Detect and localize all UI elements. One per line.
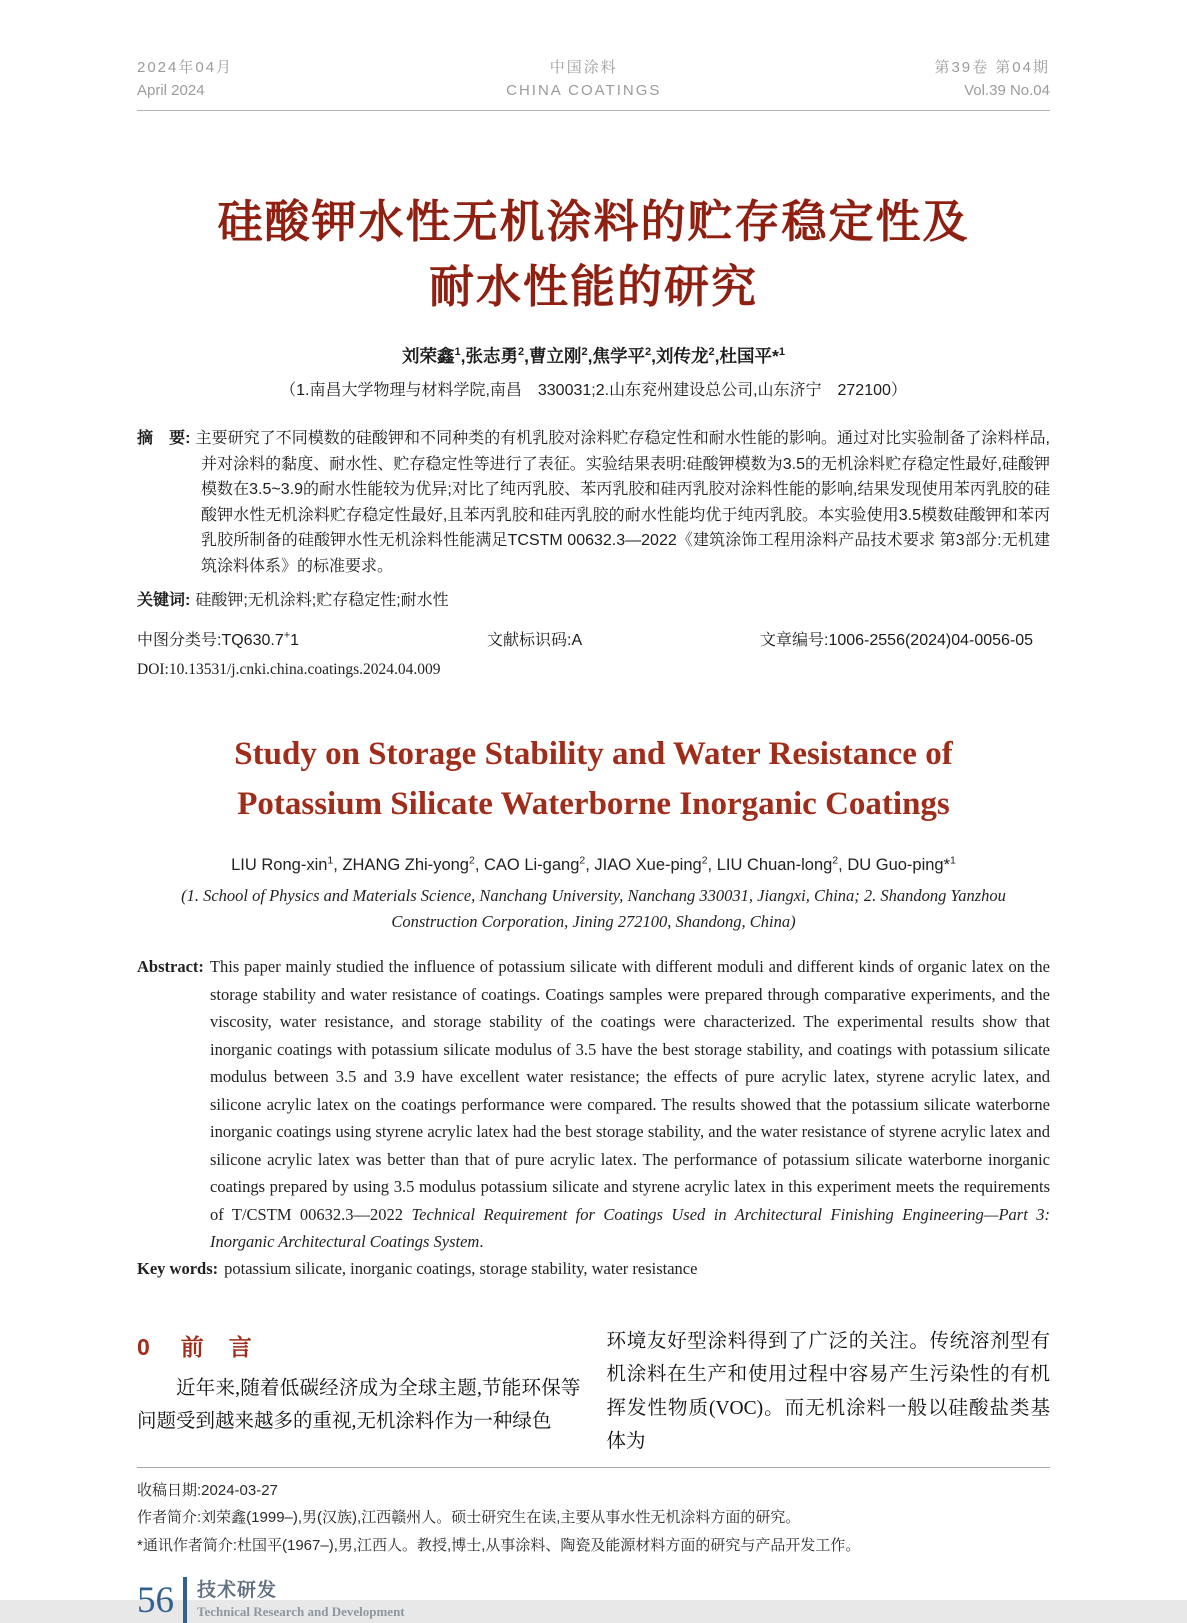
author-en: CAO Li-gang$^2$, [483,854,595,875]
author-bio: 作者简介:刘荣鑫(1999–),男(汉族),江西赣州人。硕士研究生在读,主要从事水性无机涂料方面的研究。 [137,1509,801,1527]
abstract-zh [137,426,1050,580]
page-footer [137,1577,1050,1623]
section-title: 前 言 [180,1333,253,1360]
author-en: ZHANG Zhi-yong$^2$, [342,854,484,875]
abstract-en [137,953,1050,1256]
section-heading [137,1329,581,1362]
footer-divider-bar [183,1577,187,1623]
abstract-en-text: This paper mainly studied the influence of potassium silicate with different moduli and different kinds of organic latex on the storage stability and water resistance of coatings. Coatings samples were prepared through comparative experiments, and the viscosity, water resistance, and storage stability of the coatings were characterized. The experimental results show that inorganic coatings with potassium silicate modulus of 3.5 have the best storage stability, and coatings with potassium silicate modulus between 3.5 and 3.9 have excellent water resistance; the effects of pure acrylic latex, styrene acrylic latex, and silicone acrylic latex on the coatings performance were compared. The results showed that the potassium silicate waterborne inorganic coatings using styrene acrylic latex had the best storage stability, and the water resistance of styrene acrylic latex and silicone acrylic latex was better than that of pure acrylic latex. The performance of potassium silicate waterborne inorganic coatings prepared by using 3.5 modulus potassium silicate and styrene acrylic latex in this experiment meets the requirements of T/CSTM 00632.3—2022 [209,957,1050,1224]
clc-number: 中图分类号:TQ630.7+1 [137,629,300,649]
intro-section [137,1325,1050,1459]
header-date [137,56,233,102]
footer-column-zh: 技术研发 [197,1580,278,1602]
affiliation-en: (1. School of Physics and Materials Science, Nanchang University, Nanchang 330031, Jiangxi, China; 2. Shandong Yanzhou Construction Corporation, Jining 272100, Shandong, China) [181,886,1006,932]
abstract-en-italic-title: Technical Requirement for Coatings Used in Architectural Finishing Engineering—Part 3: Inorganic Architectural Coatings System [210,1204,1050,1252]
header-date-zh: 2024年04月 [137,59,234,76]
header-journal-zh: 中国涂料 [549,59,618,76]
authors-en [137,855,1050,876]
keywords-en [137,1259,1050,1279]
author-zh: 焦学平$^2$, [592,346,657,366]
document-code: 文献标识码:A [487,631,583,649]
abstract-zh-label: 摘 要: [137,430,191,447]
paper-title-zh-line2: 耐水性能的研究 [428,261,758,312]
header-journal-name [506,56,661,102]
header-volume-en: Vol.39 No.04 [964,82,1050,99]
author-en: LIU Chuan-long$^2$, [716,854,848,875]
abstract-en-label: Abstract: [137,957,204,977]
page-number: 56 [137,1579,174,1621]
abstract-zh-text: 主要研究了不同模数的硅酸钾和不同种类的有机乳胶对涂料贮存稳定性和耐水性能的影响。通过对比实验制备了涂料样品,并对涂料的黏度、耐水性、贮存稳定性等进行了表征。实验结果表明:硅酸钾模数为3.5的无机涂料贮存稳定性最好,硅酸钾模数在3.5~3.9的耐水性能较为优异;对比了纯丙乳胶、苯丙乳胶和硅丙乳胶对涂料性能的影响,结果发现使用苯丙乳胶的硅酸钾水性无机涂料贮存稳定性最好,且苯丙乳胶和硅丙乳胶的耐水性能均优于纯丙乳胶。本实验使用3.5模数硅酸钾和苯丙乳胶所制备的硅酸钾水性无机涂料性能满足TCSTM 00632.3—2022《建筑涂饰工程用涂料产品技术要求 第3部分:无机建筑涂料体系》的标准要求。 [195,430,1050,575]
corresponding-author-bio: *通讯作者简介:杜国平(1967–),男,江西人。教授,博士,从事涂料、陶瓷及能源材料方面的研究与产品开发工作。 [137,1536,861,1554]
keywords-zh-text: 硅酸钾;无机涂料;贮存稳定性;耐水性 [195,591,449,609]
section-number: 0 [137,1333,151,1360]
footer-column-label [197,1579,405,1621]
journal-header [137,56,1050,111]
header-volume-zh: 第39卷 第04期 [934,59,1050,76]
affiliation-zh: （1.南昌大学物理与材料学院,南昌 330031;2.山东兖州建设总公司,山东济宁 272100） [280,382,907,399]
author-zh: 曹立刚$^2$, [529,346,593,366]
article-id: 文章编号:1006-2556(2024)04-0056-05 [760,631,1034,649]
author-en: DU Guo-ping*$^1$ [847,854,956,875]
author-zh: 张志勇$^2$, [465,346,530,366]
author-zh: 刘传龙$^2$, [656,346,720,366]
intro-right-column [607,1325,1051,1459]
intro-paragraph-right: 环境友好型涂料得到了广泛的关注。传统溶剂型有机涂料在生产和使用过程中容易产生污染性的有机挥发性物质(VOC)。而无机涂料一般以硅酸盐类基体为 [606,1330,1050,1453]
abstract-en-tail: . [479,1232,484,1252]
keywords-en-label: Key words: [137,1258,219,1278]
received-date: 收稿日期:2024-03-27 [137,1481,278,1499]
intro-left-column [137,1325,581,1459]
footer-column-en: Technical Research and Development [197,1604,405,1620]
keywords-en-text: potassium silicate, inorganic coatings, storage stability, water resistance [224,1258,698,1278]
header-journal-en: CHINA COATINGS [506,82,662,99]
paper-title-zh-line1: 硅酸钾水性无机涂料的贮存稳定性及 [217,196,970,247]
paper-title-en-line1: Study on Storage Stability and Water Resistance of [234,735,953,772]
keywords-zh-label: 关键词: [137,591,191,609]
keywords-zh [137,587,1050,610]
header-volume [934,56,1050,102]
author-zh: 刘荣鑫$^1$, [402,346,466,366]
paper-title-en-line2: Potassium Silicate Waterborne Inorganic Coatings [237,785,950,822]
authors-zh [137,343,1050,368]
doi: DOI:10.13531/j.cnki.china.coatings.2024.04.009 [137,660,441,678]
intro-paragraph-left: 近年来,随着低碳经济成为全球主题,节能环保等问题受到越来越多的重视,无机涂料作为一种绿色 [137,1377,581,1433]
author-en: LIU Rong-xin$^1$, [231,854,343,875]
author-zh: 杜国平*$^1$ [719,346,785,366]
classification-row [137,627,1050,651]
paper-title-zh [137,189,1050,319]
footnotes [137,1467,1050,1560]
paper-title-en [137,729,1050,829]
header-date-en: April 2024 [137,82,205,99]
author-en: JIAO Xue-ping$^2$, [594,854,717,875]
